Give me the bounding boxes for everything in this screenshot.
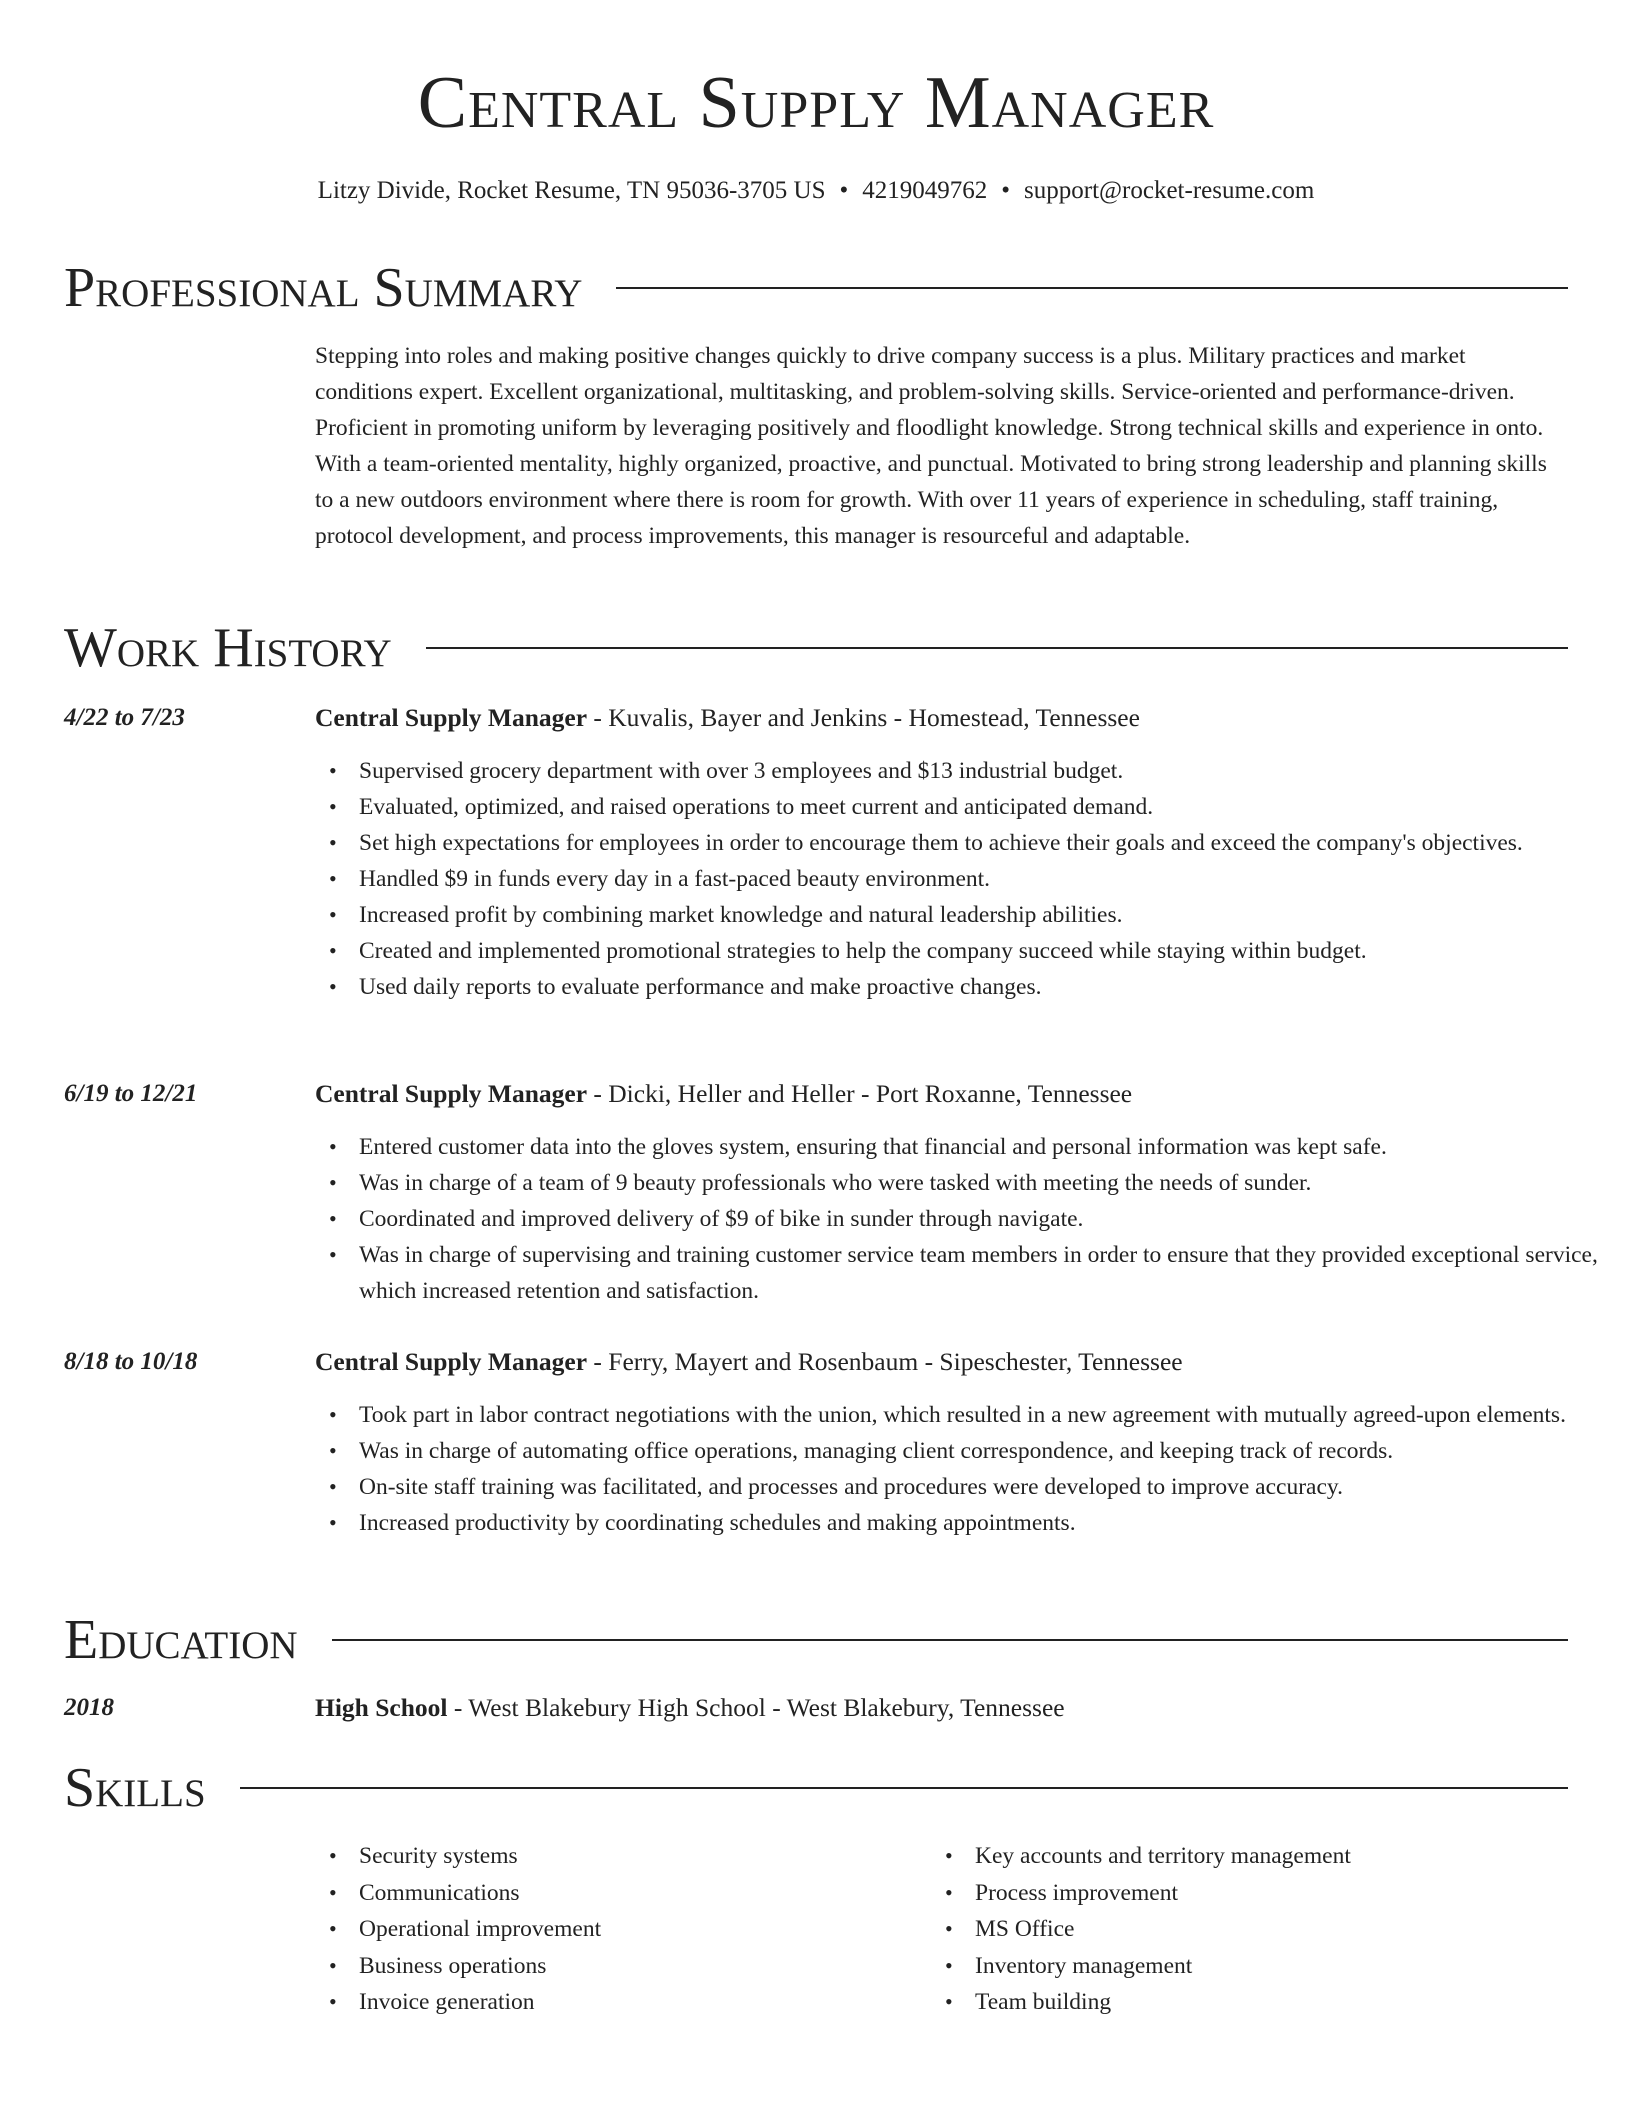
skill-item: • Team building: [975, 1984, 1612, 2021]
job-employer: - Dicki, Heller and Heller - Port Roxanne, Tennessee: [587, 1079, 1133, 1108]
list-item: • On-site staff training was facilitated, and processes and procedures were developed to improve accuracy.: [359, 1469, 1612, 1505]
skill-item: • Business operations: [359, 1948, 959, 1985]
skill-item: • Communications: [359, 1875, 959, 1912]
list-item: • Entered customer data into the gloves system, ensuring that financial and personal information was kept safe.: [359, 1129, 1612, 1165]
list-item: • Supervised grocery department with over 3 employees and $13 industrial budget.: [359, 753, 1612, 789]
contact-phone: 4219049762: [862, 177, 988, 204]
contact-separator: •: [839, 177, 849, 204]
education-date: 2018: [64, 1694, 114, 1721]
summary-text: Stepping into roles and making positive changes quickly to drive company success is a plus. Military practices and market conditions expert. Excellent organizational, multitasking, and problem-solving skills. Service-oriented and performance-driven. Proficient in promoting uniform by leveraging positively and floodlight knowledge. Strong technical skills and experience in onto. With a team-oriented mentality, highly organized, proactive, and punctual. Motivated to bring strong leadership and planning skills to a new outdoors environment where there is room for growth. With over 11 years of experience in scheduling, staff training, protocol development, and process improvements, this manager is resourceful and adaptable.: [315, 343, 1547, 549]
section-heading: Professional Summary: [64, 257, 583, 319]
job-heading: [315, 1076, 1132, 1112]
section-work-history: [64, 618, 1568, 678]
skill-item: • Process improvement: [975, 1875, 1612, 1912]
job-heading: [315, 700, 1140, 736]
list-item: • Used daily reports to evaluate performance and make proactive changes.: [359, 969, 1612, 1005]
skill-item: • MS Office: [975, 1911, 1612, 1948]
job-title: Central Supply Manager: [315, 703, 588, 732]
section-heading: Education: [64, 1609, 298, 1671]
job-bullets: [315, 1397, 1612, 1541]
skill-item: • Inventory management: [975, 1948, 1612, 1985]
section-professional-summary: [64, 258, 1568, 318]
section-divider: [616, 287, 1568, 289]
skill-item: • Security systems: [359, 1838, 959, 1875]
job-heading: [315, 1344, 1183, 1380]
list-item: • Was in charge of automating office operations, managing client correspondence, and keeping track of records.: [359, 1433, 1612, 1469]
resume-title: Central Supply Manager: [417, 62, 1215, 144]
section-education: [64, 1610, 1568, 1670]
skills-column-right: [931, 1838, 1612, 2021]
section-divider: [332, 1639, 1568, 1641]
job-date: 8/18 to 10/18: [64, 1348, 198, 1375]
section-heading: Work History: [64, 617, 392, 679]
job-bullets: [315, 1129, 1612, 1309]
job-date: 4/22 to 7/23: [64, 704, 185, 731]
list-item: • Was in charge of a team of 9 beauty professionals who were tasked with meeting the needs of sunder.: [359, 1165, 1612, 1201]
skill-item: • Key accounts and territory management: [975, 1838, 1612, 1875]
section-divider: [426, 647, 1568, 649]
job-employer: - Ferry, Mayert and Rosenbaum - Sipeschester, Tennessee: [587, 1347, 1183, 1376]
skills-column-left: [315, 1838, 959, 2021]
job-date: 6/19 to 12/21: [64, 1080, 198, 1107]
list-item: • Created and implemented promotional strategies to help the company succeed while staying within budget.: [359, 933, 1612, 969]
job-title: Central Supply Manager: [315, 1079, 588, 1108]
contact-email: support@rocket-resume.com: [1024, 177, 1315, 204]
contact-address: Litzy Divide, Rocket Resume, TN 95036-3705 US: [317, 177, 826, 204]
list-item: • Took part in labor contract negotiations with the union, which resulted in a new agreement with mutually agreed-upon elements.: [359, 1397, 1612, 1433]
education-degree: High School: [315, 1693, 448, 1722]
education-heading: [315, 1690, 1065, 1726]
education-school: - West Blakebury High School - West Blakebury, Tennessee: [447, 1693, 1065, 1722]
job-employer: - Kuvalis, Bayer and Jenkins - Homestead, Tennessee: [587, 703, 1140, 732]
job-bullets: [315, 753, 1612, 1005]
section-skills: [64, 1758, 1568, 1818]
list-item: • Was in charge of supervising and training customer service team members in order to ensure that they provided exceptional service, which increased retention and satisfaction.: [359, 1237, 1612, 1309]
contact-separator: •: [1001, 177, 1011, 204]
job-title: Central Supply Manager: [315, 1347, 588, 1376]
list-item: • Set high expectations for employees in order to encourage them to achieve their goals and exceed the company's objectives.: [359, 825, 1612, 861]
list-item: • Increased profit by combining market knowledge and natural leadership abilities.: [359, 897, 1612, 933]
skill-item: • Operational improvement: [359, 1911, 959, 1948]
section-heading: Skills: [64, 1757, 206, 1819]
list-item: • Coordinated and improved delivery of $9 of bike in sunder through navigate.: [359, 1201, 1612, 1237]
section-divider: [240, 1787, 1568, 1789]
list-item: • Evaluated, optimized, and raised operations to meet current and anticipated demand.: [359, 789, 1612, 825]
list-item: • Increased productivity by coordinating schedules and making appointments.: [359, 1505, 1612, 1541]
list-item: • Handled $9 in funds every day in a fast-paced beauty environment.: [359, 861, 1612, 897]
contact-line: [0, 174, 1632, 208]
skill-item: • Invoice generation: [359, 1984, 959, 2021]
